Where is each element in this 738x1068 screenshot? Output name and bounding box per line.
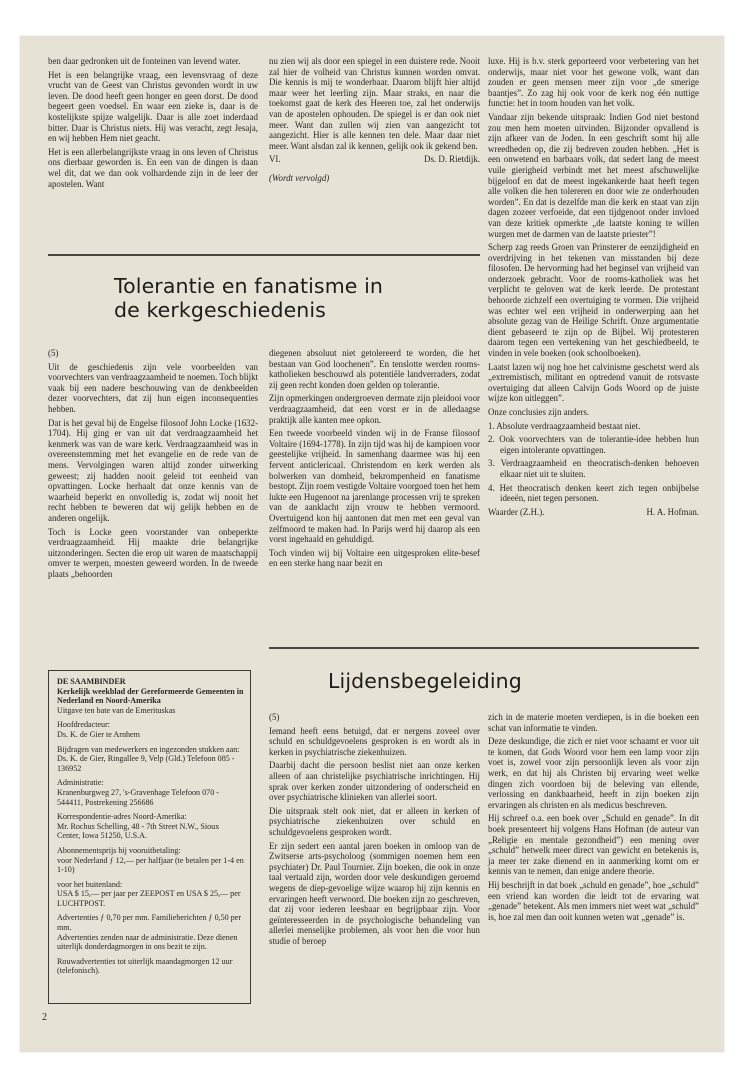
top-column-1 <box>48 56 258 192</box>
lijdens-column-2 <box>488 712 699 925</box>
top-column-2 <box>269 56 480 183</box>
admin-address: Kranenburgweg 27, 's-Gravenhage Telefoon 070 - 544411, Postrekening 256686 <box>57 787 219 807</box>
label: Abonnementsprijs bij vooruitbetaling: <box>57 845 181 855</box>
list-item: 4. Het theocratisch denken keert zich tegen onbijbelse ideeën, niet tegen personen. <box>488 482 699 504</box>
paragraph: zich in de materie moeten verdiepen, is in die boeken een schat van informatie te vinden. <box>488 712 699 733</box>
article-number: (5) <box>48 348 59 358</box>
article-number: (5) <box>269 712 280 722</box>
article-title: Lijdensbegeleiding <box>328 669 522 693</box>
paragraph: Het is een allerbelangrijkste vraag in ons leven of Christus ons dierbaar geworden is. En een van de dingen is daan wel dit, dat we dan ook volhardende zijn in de leer der apostelen. Want <box>48 146 258 189</box>
ad-rates: Advertenties ƒ 0,70 per mm. Familieberichten ƒ 0,50 per mm. <box>57 913 242 933</box>
signature <box>269 154 480 165</box>
publication-subtitle: Kerkelijk weekblad der Gereformeerde Gemeenten in Nederland en Noord-Amerika <box>57 686 244 706</box>
publication-title: DE SAAMBINDER <box>57 677 126 686</box>
subscription-nl: voor Nederland ƒ 12,— per halfjaar (te betalen per 1-4 en 1-10) <box>57 855 244 875</box>
masthead-box <box>48 670 251 1004</box>
paragraph: Het is een belangrijke vraag, een levensvraag of deze vrucht van de Geest van Christus gevonden wordt in uw leven. De dood heeft geen honger en geen dorst. De dood begeert geen voedsel. En waar een zieke is, daar is de kostelijkste spijze walgelijk. Daar is alle zoet inderdaad bitter. Daar is Christus niets. Hij was veracht, zegt Jesaja, en wij hebben Hem niet geacht. <box>48 69 258 144</box>
paragraph: luxe. Hij is b.v. sterk geporteerd voor verbetering van het onderwijs, maar niet voor het gewone volk, want dan zouden er geen mensen meer zijn voor „de smerige baantjes”. Zo zag hij ook voor de kerk nog één nuttige functie: het in toom houden van het volk. <box>488 56 699 109</box>
tolerantie-column-2 <box>269 348 480 572</box>
paragraph: Een tweede voorbeeld vinden wij in de Franse filosoof Voltaire (1694-1778). In zijn tijd was hij de kampioen voor geestelijke vrijheid. In samenhang daarmee was hij een fervent anticlericaal. Christendom en kerk werden als bolwerken van domheid, bekrompenheid en fanatisme bestopt. Zijn roem vestigde Voltaire voorgoed toen het hem lukte een Hugenoot na jarenlange processen vrij te spreken van de aanklacht zijn vrouw te hebben vermoord. Overtuigend kon hij aantonen dat men met een geval van zelfmoord te maken had. In Parijs werd hij daarop als een vorst ingehaald en gehuldigd. <box>269 428 480 545</box>
paragraph: Onze conclusies zijn anders. <box>488 407 590 417</box>
divider <box>48 254 480 256</box>
paragraph: Die uitspraak stelt ook niet, dat er alleen in kerken of psychiatrische ziekenhuizen over schuld en schuldgevoelens gesproken wordt. <box>269 805 480 837</box>
list-item: 1. Absolute verdraagzaamheid bestaat niet. <box>488 420 641 431</box>
paragraph: Iemand heeft eens betuigd, dat er nergens zoveel over schuld en schuldgevoelens gesproken is en wordt als in kerken in psychiatrische ziekenhuizen. <box>269 725 480 757</box>
paragraph: Scherp zag reeds Groen van Prinsterer de eenzijdigheid en overdrijving in het tekenen van misstanden bij deze filosofen. De hervorming had het beginsel van vrijheid van onderzoek gebracht. Voor de rooms-katholiek was het verplicht te geloven wat de kerk leerde. De protestant behoorde zichzelf een overtuiging te vormen. Die vrijheid was echter wel een vrijheid in onderwerping aan het absolute gezag van de Heilige Schrift. Onze argumentatie dient gebaseerd te zijn op de Bijbel. Wij protesteren daarom tegen een vertekening van het geschiedbeeld, te vinden in vele boeken (ook schoolboeken). <box>488 242 699 359</box>
paragraph: Hij beschrijft in dat boek „schuld en genade”, hoe „schuld” een vriend kan worden die leidt tot de ervaring wat „genade” betekent. Als men immers niet weet wat „schuld” is, hoe zal men dan ooit kunnen weten wat „genade” is. <box>488 879 699 922</box>
editor: Ds. K. de Gier te Arnhem <box>57 729 140 739</box>
paragraph: Daarbij dacht die persoon beslist niet aan onze kerken alleen of aan christelijke psychiatrische inrichtingen. Hij sprak over kerken zonder uitzondering of onderscheid en over psychiatrische klinieken van allerlei soort. <box>269 760 480 803</box>
label: Hoofdredacteur: <box>57 720 111 730</box>
page-number: 2 <box>42 1012 47 1023</box>
paragraph: Deze deskundige, die zich er niet voor schaamt er voor uit te komen, dat Gods Woord voor hem een lamp voor zijn voet is, zowel voor zijn persoonlijk leven als voor zijn werk, en dat hij als Christen bij ervaring weet welke dingen zich voordoen bij de beleving van ellende, verlossing en dankbaarheid, heeft in zijn boeken zijn ervaringen als christen en als medicus beschreven. <box>488 736 699 810</box>
paragraph: Toch vinden wij bij Voltaire een uitgesproken elite-besef en een sterke hang naar bezit en <box>269 547 480 569</box>
ad-note: Advertenties zenden naar de administratie. Deze dienen uiterlijk donderdagmorgen in ons bezit te zijn. <box>57 932 238 952</box>
label: Administratie: <box>57 778 104 788</box>
label: Korrespondentie-adres Noord-Amerika: <box>57 812 187 822</box>
article-part: VI. <box>269 154 281 165</box>
list-item: 3. Verdraagzaamheid en theocratisch-denken behoeven elkaar niet uit te sluiten. <box>488 458 699 479</box>
publisher-note: Uitgave ten bate van de Emerituskas <box>57 705 176 715</box>
paragraph: Zijn opmerkingen ondergroeven dermate zijn pleidooi voor verdraagzaamheid, dat een vorst er in de alledaagse praktijk alle kanten mee opkon. <box>269 393 480 425</box>
contributions-note: Bijdragen van medewerkers en ingezonden stukken aan: <box>57 744 240 754</box>
label: voor het buitenland: <box>57 879 123 889</box>
article-title <box>114 274 454 322</box>
paragraph: Er zijn sedert een aantal jaren boeken in omloop van de Zwitserse arts-psycholoog (sommigen noemen hem een psychiater) Dr. Paul Tournier. Zijn boeken, die ook in onze taal vertaald zijn, worden door vele deskundigen geroemd wegens de diep-gevoelige wijze waarop hij zijn kennis en ervaringen heeft verwoord. Die boeken zijn zo geschreven, dat zij voor iederen leesbaar en begrijpbaar zijn. Voor geïnteresseerden in de psychologische behandeling van allerlei menselijke problemen, als voor hen die voor hun studie of beroep <box>269 840 480 946</box>
list-item: 2. Ook voorvechters van de tolerantie-idee hebben hun eigen intolerante opvattingen. <box>488 434 699 455</box>
subscription-abroad: USA $ 15,— per jaar per ZEEPOST en USA $ 25,— per LUCHTPOST. <box>57 889 241 908</box>
signature <box>488 507 699 518</box>
paragraph: Uit de geschiedenis zijn vele voorbeelden van voorvechters van verdraagzaamheid te noemen. Toch blijkt vaak bij een nadere beschouwing van de denkbeelden dezer voorvechters, dat zij hun eigen inconsequenties hebben. <box>48 361 258 414</box>
paragraph: diegenen absoluut niet getolereerd te worden, die het bestaan van God loochenen”. En tenslotte werden rooms-katholieken beschouwd als potentiële landverraders, zodat zij geen recht konden doen gelden op tolerantie. <box>269 348 480 390</box>
paragraph: Hij schreef o.a. een boek over „Schuld en genade”. In dit boek presenteert hij volgens Hans Hofman (de auteur van „Religie en mentale gezondheid”) een mening over „schuld” hetwelk meer direct van gewicht en betekenis is, ja meer ter zake dienend en in aanmerking komt om er kennis van te nemen, dan enige andere theorie. <box>488 813 699 877</box>
paragraph: Laatst lazen wij nog hoe het calvinisme geschetst werd als „extremistisch, militant en optredend vanuit de rotsvaste overtuiging dat alleen Calvijn Gods Woord op de juiste wijze kon uitleggen”. <box>488 361 699 404</box>
place: Waarder (Z.H.). <box>488 506 545 517</box>
title-line: Tolerantie en fanatisme in <box>114 274 383 298</box>
author: H. A. Hofman. <box>646 506 699 517</box>
paragraph: Dat is het geval bij de Engelse filosoof John Locke (1632-1704). Hij ging er van uit dat verdraagzaamheid het kenmerk was van de ware kerk. Verdraagzaamheid was in overeenstemming met het evangelie en de rede van de mens. Vervolgingen waren altijd zonder uitwerking geweest; zij hadden nooit geleid tot eenheid van opvattingen. Locke herhaalt dat onze kennis van de waarheid beperkt en onvolledig is, zodat wij nooit het recht hebben te beweren dat wij gelijk hebben en de anderen ongelijk. <box>48 417 258 523</box>
paragraph: ben daar gedronken uit de fonteinen van levend water. <box>48 56 241 66</box>
top-column-3 <box>488 56 699 518</box>
continued-note: (Wordt vervolgd) <box>269 173 330 184</box>
conclusions-list <box>488 421 699 504</box>
newspaper-page <box>20 36 724 1052</box>
author: Ds. D. Rietdijk. <box>424 154 480 165</box>
divider <box>269 647 699 649</box>
na-address: Mr. Rochus Schelling, 48 - 7th Street N.W., Sioux Center, Iowa 51250, U.S.A. <box>57 821 220 841</box>
title-line: de kerkgeschiedenis <box>114 298 326 322</box>
lijdens-column-1 <box>269 712 480 949</box>
paragraph: Vandaar zijn bekende uitspraak: Indien God niet bestond zou men hem moeten uitvinden. Bijzonder opvallend is zijn afkeer van de Joden. In een geschrift somt hij alle wreedheden op, die zij bedreven zouden hebben. „Het is een onwetend en barbaars volk, dat sedert lang de meest vuile gierigheid verbindt met het meest afschuwelijke bijgeloof en dat de meest ingekankerde haat heeft tegen alle volken die hen tolereren en door wie ze onderhouden worden”. En dat is dezelfde man die kerk en staat van zijn dagen zozeer verfoeide, dat een tijdgenoot onder invloed van deze kritiek opmerkte „de laatste koning te willen wurgen met de darmen van de laatste priester”! <box>488 111 699 239</box>
mourning-note: Rouwadvertenties tot uiterlijk maandagmorgen 12 uur (telefonisch). <box>57 956 233 976</box>
paragraph: nu zien wij als door een spiegel in een duistere rede. Nooit zal hier de volheid van Christus kunnen worden omvat. Die kennis is mij te wonderbaar. Daarom blijft hier altijd maar weer het leerling zijn. Maar straks, en naar die toekomst gaat de kerk des Heeren toe, zal het onderwijs van de apostelen ophouden. De spiegel is er dan ook niet meer. Want dan zullen wij zien van aangezicht tot aangezicht. Hier is alle kennen ten dele. Maar daar niet meer. Want alsdan zal ik kennen, gelijk ook ik gekend ben. <box>269 56 480 151</box>
paragraph: Toch is Locke geen voorstander van onbeperkte verdraagzaamheid. Hij maakte drie belangrijke uitzonderingen. Secten die erop uit waren de maatschappij omver te werpen, moesten geweerd worden. In de tweede plaats „behoorden <box>48 526 258 579</box>
tolerantie-column-1 <box>48 348 258 582</box>
contributions-address: Ds. K. de Gier, Ringallee 9, Velp (Gld.) Telefoon 085 - 136952 <box>57 754 235 773</box>
